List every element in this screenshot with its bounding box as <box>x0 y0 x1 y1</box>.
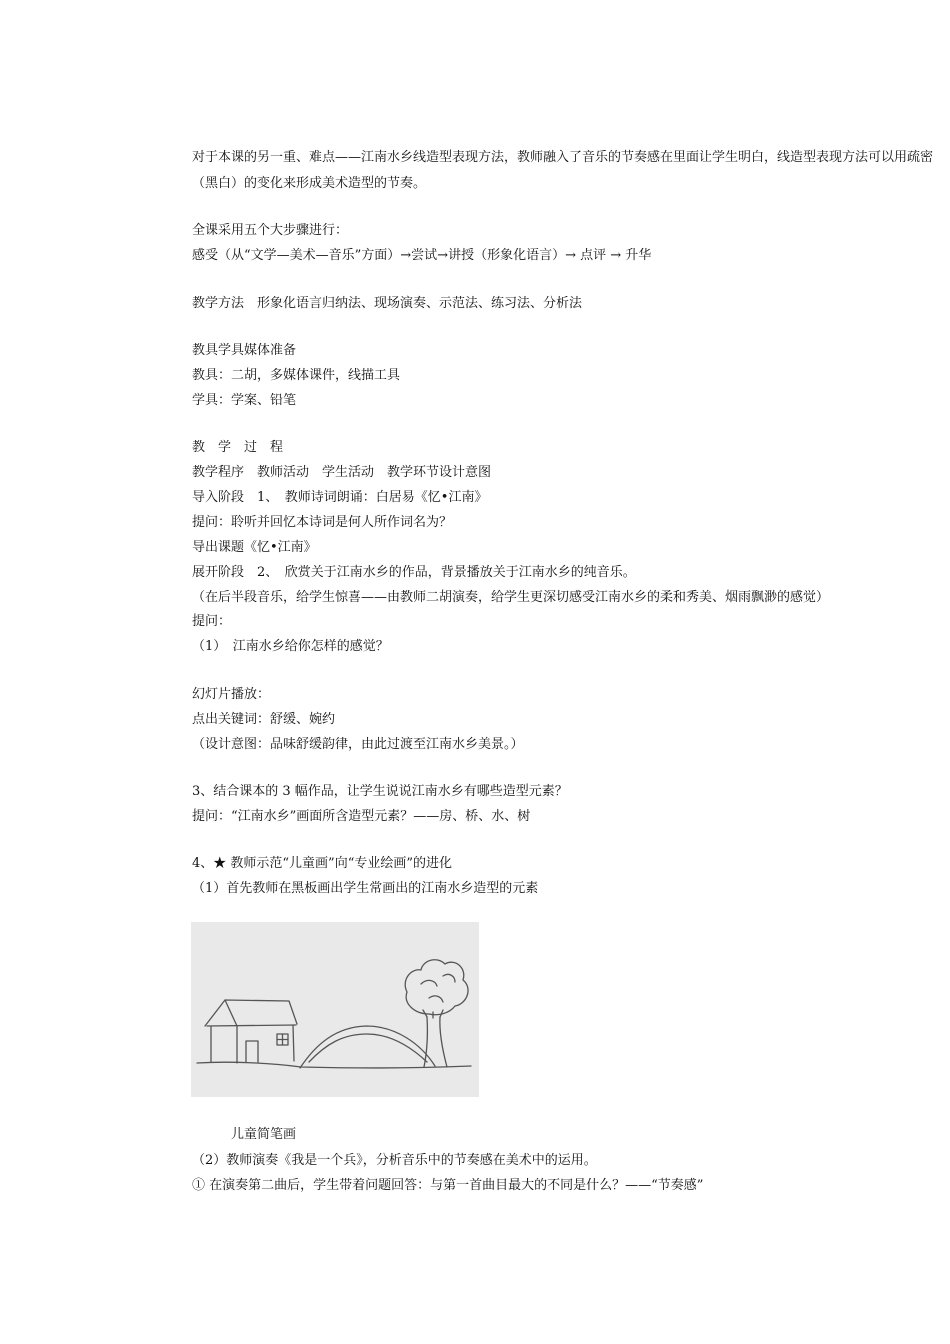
bridge-arch-outer <box>300 1026 435 1068</box>
steps-flow: 感受（从“文学—美术—音乐”方面）→尝试→讲授（形象化语言）→ 点评 → 升华 <box>192 248 652 263</box>
step-3-question: 提问：“江南水乡”画面所含造型元素？——房、桥、水、树 <box>192 809 531 824</box>
children-drawing-image <box>191 922 479 1097</box>
slides-heading: 幻灯片播放： <box>192 687 271 702</box>
door <box>246 1041 258 1062</box>
figure-caption: 儿童简笔画 <box>231 1127 297 1142</box>
step-4-2-a: ① 在演奏第二曲后，学生带着问题回答：与第一首曲目最大的不同是什么？——“节奏感” <box>192 1178 704 1193</box>
ground-line <box>197 1062 471 1068</box>
process-heading: 教 学 过 程 <box>192 440 284 455</box>
process-columns: 教学程序 教师活动 学生活动 教学环节设计意图 <box>192 465 492 480</box>
bridge-arch-inner <box>309 1034 427 1062</box>
step-4-1: （1）首先教师在黑板画出学生常画出的江南水乡造型的元素 <box>192 881 539 896</box>
tools-teacher: 教具：二胡，多媒体课件，线描工具 <box>192 368 401 383</box>
step-4: 4、★ 教师示范“儿童画”向“专业绘画”的进化 <box>192 856 452 871</box>
wall-right <box>293 1025 294 1061</box>
tree-trunk-right <box>440 1017 447 1067</box>
teaching-methods: 教学方法 形象化语言归纳法、现场演奏、示范法、练习法、分析法 <box>192 296 583 311</box>
expand-stage: 展开阶段 2、 欣赏关于江南水乡的作品，背景播放关于江南水乡的纯音乐。 <box>192 565 636 580</box>
step-3: 3、结合课本的 3 幅作品，让学生说说江南水乡有哪些造型元素？ <box>192 784 568 799</box>
roof-ridge <box>225 1000 237 1026</box>
expand-note: （在后半段音乐，给学生惊喜——由教师二胡演奏，给学生更深切感受江南水乡的柔和秀美、烟雨飘渺的感觉） <box>192 590 830 605</box>
step-4-2: （2）教师演奏《我是一个兵》，分析音乐中的节奏感在美术中的运用。 <box>192 1153 597 1168</box>
slides-intent: （设计意图：品味舒缓韵律，由此过渡至江南水乡美景。） <box>192 737 524 752</box>
house-bridge-tree-sketch <box>191 922 479 1097</box>
tools-heading: 教具学具媒体准备 <box>192 343 297 358</box>
expand-question-1: （1） 江南水乡给你怎样的感觉？ <box>192 639 389 654</box>
intro-title: 导出课题《忆•江南》 <box>192 540 317 555</box>
paragraph-difficulty: 对于本课的另一重、难点——江南水乡线造型表现方法，教师融入了音乐的节奏感在里面让学生明白，线造型表现方法可以用疏密（黑白）的变化来形成美术造型的节奏。 <box>192 150 934 191</box>
slides-keywords: 点出关键词：舒缓、婉约 <box>192 712 336 727</box>
eave-line <box>207 1025 296 1026</box>
intro-question: 提问：聆听并回忆本诗词是何人所作词名为？ <box>192 515 453 530</box>
expand-question-label: 提问： <box>192 614 232 629</box>
steps-intro: 全课采用五个大步骤进行： <box>192 223 349 238</box>
roof-outline <box>205 1000 297 1026</box>
tree-canopy <box>405 960 468 1015</box>
tools-student: 学具：学案、铅笔 <box>192 393 297 408</box>
intro-stage: 导入阶段 1、 教师诗词朗诵：白居易《忆•江南》 <box>192 490 488 505</box>
